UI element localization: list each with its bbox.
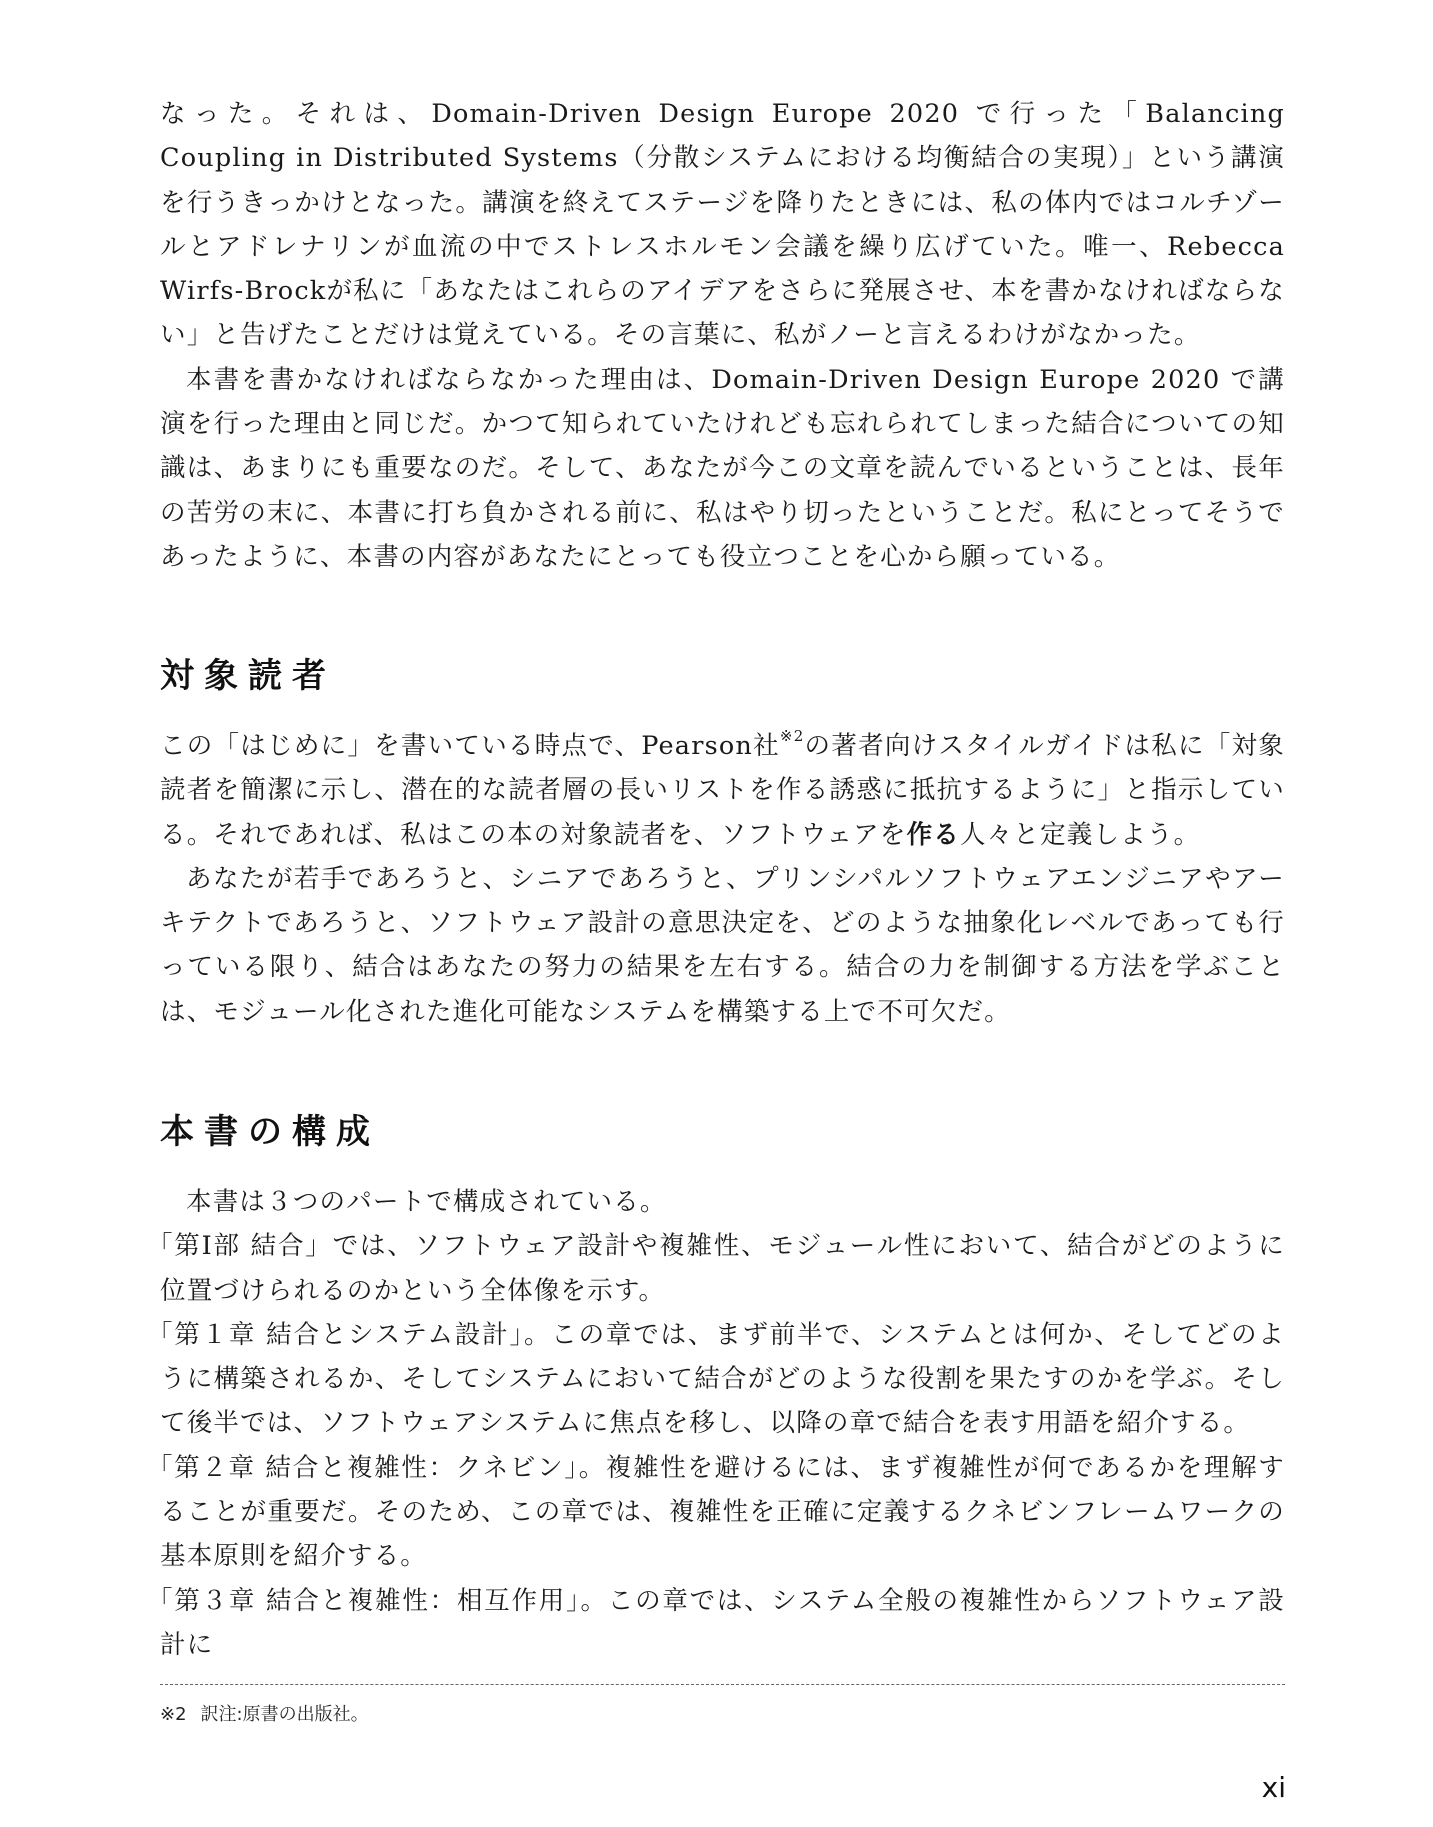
audience-p1-text-b: の著者向けスタイルガイドは私に「対象読者を簡潔に示し、潜在的な読者層の長いリストを作る誘惑に抵抗するように」と指示している。それであれば、私はこの本の対象読者を、ソフトウェアを — [160, 731, 1286, 850]
structure-paragraph-2: 「第I部 結合」では、ソフトウェア設計や複雑性、モジュール性において、結合がどのように位置づけられるのかという全体像を示す。 — [147, 1231, 1285, 1306]
intro-section — [160, 92, 1285, 579]
structure-section — [147, 1180, 1285, 1667]
structure-paragraph-4: 「第２章 結合と複雑性：クネビン」。複雑性を避けるには、まず複雑性が何であるかを理解することが重要だ。そのため、この章では、複雑性を正確に定義するクネビンフレームワークの基本原則を紹介する。 — [147, 1452, 1285, 1572]
footnote-divider — [160, 1684, 1285, 1685]
page-number: xi — [1261, 1771, 1286, 1804]
footnote-text: 訳注:原書の出版社。 — [200, 1704, 369, 1725]
structure-paragraph-1: 本書は３つのパートで構成されている。 — [186, 1187, 667, 1217]
structure-paragraph-5: 「第３章 結合と複雑性：相互作用」。この章では、システム全般の複雑性からソフトウェア設計に — [147, 1585, 1285, 1660]
audience-p1-text-a: この「はじめに」を書いている時点で、Pearson社 — [160, 731, 780, 761]
emphasis-make: 作る — [906, 819, 960, 850]
audience-paragraph-2: あなたが若手であろうと、シニアであろうと、プリンシパルソフトウェアエンジニアやアーキテクトであろうと、ソフトウェア設計の意思決定を、どのような抽象化レベルであっても行っている限り、結合はあなたの努力の結果を左右する。結合の力を制御する方法を学ぶことは、モジュール化された進化可能なシステムを構築する上で不可欠だ。 — [160, 863, 1285, 1027]
audience-paragraph-1 — [160, 724, 1285, 857]
audience-heading: 対象読者 — [160, 656, 336, 696]
intro-paragraph-1: なった。それは、Domain-Driven Design Europe 2020 で行った「Balancing Coupling in Distributed Systems（分散システムにおける均衡結合の実現）」という講演を行うきっかけとなった。講演を終えてステージを降りたときには、私の体内ではコルチゾールとアドレナリンが血流の中でストレスホルモン会議を繰り広げていた。唯一、Rebecca Wirfs-Brockが私に「あなたはこれらのアイデアをさらに発展させ、本を書かなければならない」と告げたことだけは覚えている。その言葉に、私がノーと言えるわけがなかった。 — [160, 99, 1285, 351]
footnote-mark: ※2 — [160, 1704, 187, 1725]
audience-section — [160, 724, 1285, 1034]
footnote — [160, 1700, 369, 1726]
intro-paragraph-2: 本書を書かなければならなかった理由は、Domain-Driven Design Europe 2020 で講演を行った理由と同じだ。かつて知られていたけれども忘れられてしまった結合についての知識は、あまりにも重要なのだ。そして、あなたが今この文章を読んでいるということは、長年の苦労の末に、本書に打ち負かされる前に、私はやり切ったということだ。私にとってそうであったように、本書の内容があなたにとっても役立つことを心から願っている。 — [160, 364, 1285, 572]
structure-heading: 本書の構成 — [160, 1112, 380, 1152]
audience-p1-text-c: 人々と定義しよう。 — [960, 819, 1201, 850]
footnote-ref: ※2 — [779, 726, 805, 745]
structure-paragraph-3: 「第１章 結合とシステム設計」。この章では、まず前半で、システムとは何か、そしてどのように構築されるか、そしてシステムにおいて結合がどのような役割を果たすのかを学ぶ。そして後半では、ソフトウェアシステムに焦点を移し、以降の章で結合を表す用語を紹介する。 — [147, 1319, 1285, 1439]
